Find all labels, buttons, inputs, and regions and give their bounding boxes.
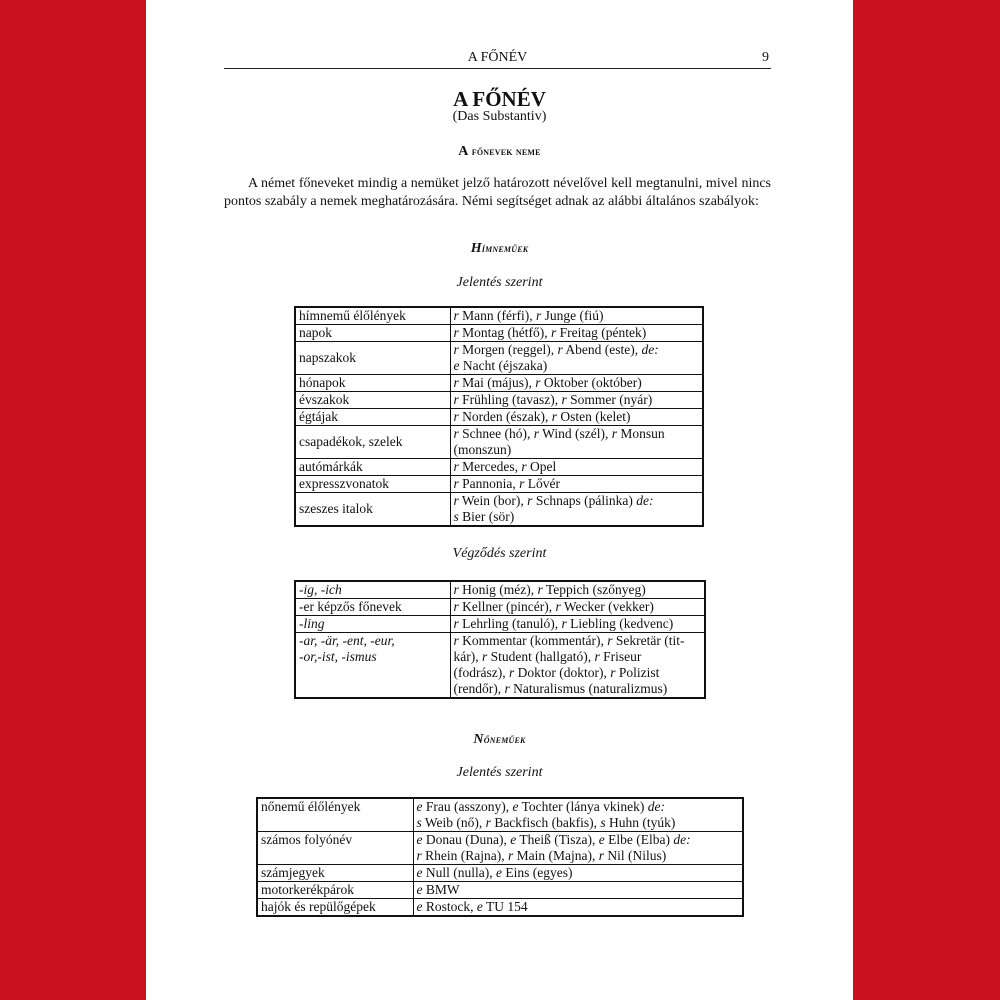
- article-marker: s: [453, 509, 459, 524]
- table-row: [295, 581, 705, 599]
- table-row: [295, 342, 703, 375]
- table-row: [257, 899, 743, 917]
- article-marker: r: [607, 633, 613, 648]
- article-marker: e: [598, 832, 605, 847]
- table-row: [295, 616, 705, 633]
- exception-marker: de:: [673, 832, 691, 847]
- table-row: [295, 459, 703, 476]
- category-cell: évszakok: [295, 392, 450, 409]
- article-marker: r: [527, 493, 533, 508]
- article-marker: e: [512, 799, 519, 814]
- article-marker: r: [519, 476, 525, 491]
- article-marker: r: [416, 848, 422, 863]
- intro-paragraph: A német főneveket mindig a nemüket jelző határozott névelővel kell megtanulni, mivel nincs pontos szabály a nemek meghatározására. Némi segítséget adnak az alábbi általános szabályok:: [224, 176, 771, 209]
- examples-cell: r Pannonia, r Lővér: [450, 476, 703, 493]
- article-marker: s: [600, 815, 606, 830]
- article-marker: r: [453, 426, 459, 441]
- table-row: [257, 882, 743, 899]
- masc-ending-table: [294, 580, 706, 699]
- category-cell: hónapok: [295, 375, 450, 392]
- category-cell: napok: [295, 325, 450, 342]
- table-row: [295, 426, 703, 459]
- category-cell: -er képzős főnevek: [295, 599, 450, 616]
- article-marker: r: [610, 665, 616, 680]
- examples-cell: r Lehrling (tanuló), r Liebling (kedvenc): [450, 616, 705, 633]
- examples-cell: r Honig (méz), r Teppich (szőnyeg): [450, 581, 705, 599]
- table-row: [257, 865, 743, 882]
- article-marker: e: [496, 865, 502, 880]
- fem-meaning-table: [256, 797, 744, 917]
- category-cell: hajók és repülőgépek: [257, 899, 413, 917]
- table-row: [295, 307, 703, 325]
- masc-meaning-label: Jelentés szerint: [456, 275, 543, 290]
- page-subtitle: (Das Substantiv): [452, 109, 547, 124]
- article-marker: r: [481, 649, 488, 664]
- article-marker: r: [453, 582, 459, 597]
- article-marker: r: [611, 426, 617, 441]
- article-marker: r: [453, 599, 459, 614]
- category-cell: égtájak: [295, 409, 450, 426]
- article-marker: r: [551, 325, 557, 340]
- category-cell: -ling: [295, 616, 450, 633]
- running-header: [224, 48, 771, 69]
- examples-cell: r Mai (május), r Oktober (október): [450, 375, 703, 392]
- article-marker: r: [561, 616, 567, 631]
- examples-cell: r Kellner (pincér), r Wecker (vekker): [450, 599, 705, 616]
- article-marker: s: [416, 815, 422, 830]
- article-marker: e: [416, 865, 423, 880]
- category-cell: napszakok: [295, 342, 450, 375]
- examples-cell: r Frühling (tavasz), r Sommer (nyár): [450, 392, 703, 409]
- exception-marker: de:: [636, 493, 654, 508]
- table-row: [257, 832, 743, 865]
- page-number: 9: [762, 50, 769, 65]
- category-cell: szeszes italok: [295, 493, 450, 527]
- article-marker: r: [561, 392, 567, 407]
- section-heading-gender: A főnevek neme: [458, 144, 541, 159]
- article-marker: r: [453, 342, 459, 357]
- article-marker: r: [508, 848, 514, 863]
- table-row: [295, 325, 703, 342]
- article-marker: r: [453, 616, 459, 631]
- examples-cell: r Norden (észak), r Osten (kelet): [450, 409, 703, 426]
- examples-cell: e Null (nulla), e Eins (egyes): [413, 865, 743, 882]
- examples-cell: r Wein (bor), r Schnaps (pálinka) de: s Bier (sör): [450, 493, 703, 527]
- article-marker: r: [485, 815, 491, 830]
- article-marker: r: [508, 665, 515, 680]
- article-marker: r: [453, 325, 459, 340]
- article-marker: r: [551, 409, 557, 424]
- examples-cell: e Frau (asszony), e Tochter (lánya vkinek) de: s Weib (nő), r Backfisch (bakfis), s Huhn (tyúk): [413, 798, 743, 832]
- article-marker: r: [453, 633, 459, 648]
- examples-cell: e Donau (Duna), e Theiß (Tisza), e Elbe (Elba) de: r Rhein (Rajna), r Main (Majna), r Nil (Nilus): [413, 832, 743, 865]
- article-marker: r: [504, 681, 510, 696]
- article-marker: e: [476, 899, 483, 914]
- table-row: [295, 599, 705, 616]
- article-marker: r: [533, 426, 540, 441]
- category-cell: autómárkák: [295, 459, 450, 476]
- table-row: [295, 633, 705, 699]
- table-row: [295, 493, 703, 527]
- table-row: [295, 375, 703, 392]
- examples-cell: r Schnee (hó), r Wind (szél), r Monsun (monszun): [450, 426, 703, 459]
- article-marker: r: [453, 409, 459, 424]
- category-cell: számjegyek: [257, 865, 413, 882]
- category-cell: -ig, -ich: [295, 581, 450, 599]
- fem-meaning-label: Jelentés szerint: [456, 765, 543, 780]
- masc-ending-label: Végződés szerint: [452, 546, 547, 561]
- article-marker: r: [453, 375, 459, 390]
- examples-cell: r Morgen (reggel), r Abend (este), de: e Nacht (éjszaka): [450, 342, 703, 375]
- feminine-heading: Nőneműek: [473, 732, 526, 747]
- masc-meaning-table: [294, 306, 704, 527]
- category-cell: számos folyónév: [257, 832, 413, 865]
- category-cell: -ar, -är, -ent, -eur, -or,-ist, -ismus: [295, 633, 450, 699]
- article-marker: r: [535, 375, 541, 390]
- running-title: A FŐNÉV: [467, 50, 528, 65]
- article-marker: r: [453, 308, 459, 323]
- exception-marker: de:: [647, 799, 665, 814]
- category-cell: nőnemű élőlények: [257, 798, 413, 832]
- category-cell: hímnemű élőlények: [295, 307, 450, 325]
- article-marker: r: [521, 459, 527, 474]
- article-marker: r: [594, 649, 600, 664]
- category-cell: csapadékok, szelek: [295, 426, 450, 459]
- examples-cell: r Mercedes, r Opel: [450, 459, 703, 476]
- category-cell: expresszvonatok: [295, 476, 450, 493]
- examples-cell: e BMW: [413, 882, 743, 899]
- article-marker: r: [453, 493, 459, 508]
- table-row: [295, 476, 703, 493]
- article-marker: r: [537, 582, 543, 597]
- table-row: [257, 798, 743, 832]
- article-marker: r: [453, 392, 459, 407]
- category-cell: motorkerékpárok: [257, 882, 413, 899]
- table-row: [295, 392, 703, 409]
- article-marker: e: [416, 799, 423, 814]
- article-marker: e: [453, 358, 460, 373]
- article-marker: e: [416, 882, 423, 897]
- examples-cell: r Kommentar (kommentár), r Sekretär (tit- kár), r Student (hallgató), r Friseur (fodrász), r Doktor (doktor), r Polizist (rendőr), r Naturalismus (naturalizmus): [450, 633, 705, 699]
- table-row: [295, 409, 703, 426]
- examples-cell: r Montag (hétfő), r Freitag (péntek): [450, 325, 703, 342]
- article-marker: r: [453, 459, 459, 474]
- exception-marker: de:: [641, 342, 659, 357]
- article-marker: r: [535, 308, 542, 323]
- page-title: A FŐNÉV: [453, 87, 546, 111]
- examples-cell: r Mann (férfi), r Junge (fiú): [450, 307, 703, 325]
- article-marker: r: [453, 476, 459, 491]
- article-marker: e: [416, 832, 423, 847]
- article-marker: e: [416, 899, 423, 914]
- examples-cell: e Rostock, e TU 154: [413, 899, 743, 917]
- book-page: [146, 0, 853, 1000]
- article-marker: e: [510, 832, 517, 847]
- article-marker: r: [555, 599, 561, 614]
- article-marker: r: [557, 342, 563, 357]
- article-marker: r: [598, 848, 605, 863]
- masculine-heading: Hímneműek: [470, 241, 529, 256]
